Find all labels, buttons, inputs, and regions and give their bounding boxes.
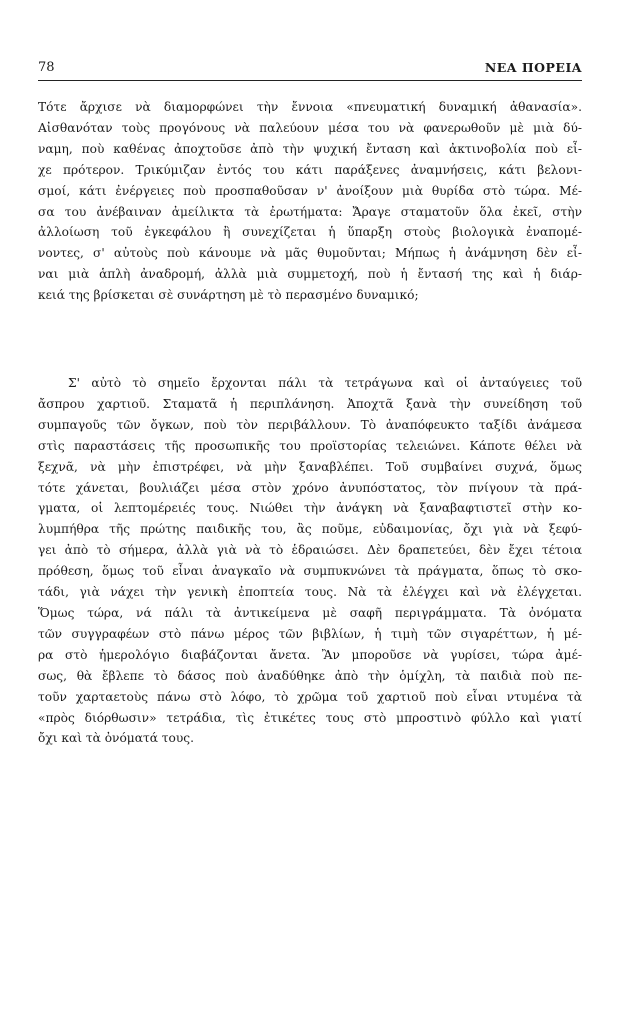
- text-line: Σ' αὐτὸ τὸ σημεῖο ἔρχονται πάλι τὰ τετράγωνα καὶ οἱ ἀνταύγειες τοῦ: [68, 376, 582, 390]
- text-line: ρα στὸ ἡμερολόγιο διαβάζονται ἄνετα. Ἂν μποροῦσε νὰ γυρίσει, τώρα ἀμέ-: [38, 647, 582, 662]
- text-line: τοῦν χαρταετοὺς πάνω στὸ λόφο, τὸ χρῶμα τοῦ χαρτιοῦ ποὺ εἶναι ντυμένα τὰ: [38, 689, 582, 704]
- text-line: γει ἀπὸ τὸ σήμερα, ἀλλὰ γιὰ νὰ τὸ ἑδραιώσει. Δὲν δραπετεύει, δὲν ἔχει τέτοια: [38, 543, 582, 558]
- text-line: κειά της βρίσκεται σὲ συνάρτηση μὲ τὸ περασμένο δυναμικό;: [38, 288, 419, 303]
- text-line: ναι μιὰ ἁπλὴ ἀναδρομή, ἀλλὰ μιὰ συμμετοχή, ποὺ ἡ ἔντασή της καὶ ἡ διάρ-: [38, 267, 582, 282]
- text-line: ὄχι καὶ τὰ ὀνόματά τους.: [38, 731, 194, 746]
- text-line: Ὅμως τώρα, νά πάλι τὰ ἀντικείμενα μὲ σαφῆ περιγράμματα. Τὰ ὀνόματα: [38, 605, 582, 620]
- text-line: «πρὸς διόρθωσιν» τετράδια, τὶς ἐτικέτες τους στὸ μπροστινὸ φύλλο καὶ γιατί: [38, 710, 582, 725]
- text-line: τότε χάνεται, βουλιάζει μέσα στὸν χρόνο ἀνυπόστατος, τὸν πνίγουν τὰ πρά-: [38, 480, 582, 495]
- text-line: ἀλλοίωση τοῦ ἐγκεφάλου ἢ συνεχίζεται ἡ ὕπαρξη στοὺς βιολογικὰ ἐναπομέ-: [38, 225, 582, 240]
- text-line: τάδι, γιὰ νάχει τὴν γενικὴ ἐποπτεία τους. Νὰ τὰ ἐλέγχει καὶ νὰ ἐλέγχεται.: [38, 585, 582, 600]
- paragraph-2: [38, 373, 582, 749]
- text-line: σα του ἀνέβαιναν ἀμείλικτα τὰ ἐρωτήματα: Ἄραγε σταματοῦν ὅλα ἐκεῖ, στὴν: [38, 204, 582, 219]
- text-line: τῶν συγγραφέων στὸ πάνω μέρος τῶν βιβλίων, ἡ τιμὴ τῶν σιγαρέττων, ἡ μέ-: [38, 626, 582, 641]
- page-number: 78: [38, 60, 55, 75]
- text-line: νοντες, σ' αὐτοὺς ποὺ κάνουμε νὰ μᾶς θυμοῦνται; Μήπως ἡ ἀνάμνηση δὲν εἶ-: [38, 246, 582, 261]
- journal-title: ΝΕΑ ΠΟΡΕΙΑ: [484, 60, 582, 75]
- text-line: πρόθεση, ὅμως τοῦ εἶναι ἀναγκαῖο νὰ συμπυκνώνει τὰ πράγματα, ὅπως τὸ σκο-: [38, 564, 582, 579]
- paragraph-1: [38, 97, 582, 306]
- text-line: χε πρότερον. Τρικύμιζαν ἐντός του κάτι παράξενες ἀναμνήσεις, κάτι βελονι-: [38, 162, 582, 177]
- text-line: ἄσπρου χαρτιοῦ. Σταματᾶ ἡ περιπλάνηση. Ἀποχτᾶ ξανὰ τὴν συνείδηση τοῦ: [38, 396, 582, 411]
- text-line: σως, θὰ ἔβλεπε τὸ δάσος ποὺ ἀναδύθηκε ἀπὸ τὴν ὁμίχλη, τὰ παιδιὰ ποὺ πε-: [38, 668, 582, 683]
- text-line: Τότε ἄρχισε νὰ διαμορφώνει τὴν ἔννοια «πνευματική δυναμική ἀθανασία».: [38, 100, 582, 114]
- text-line: γματα, οἱ λεπτομέρειές τους. Νιώθει τὴν ἀνάγκη νὰ ξαναβαφτιστεῖ στὴν κο-: [38, 501, 582, 516]
- text-line: ξεχνᾶ, νὰ μὴν ἐπιστρέφει, νὰ μὴν ξαναβλέπει. Τοῦ συμβαίνει συχνά, ὅμως: [38, 459, 582, 474]
- text-line: στὶς παραστάσεις τῆς προσωπικῆς του προϊστορίας τελειώνει. Κάποτε θέλει νὰ: [38, 438, 582, 453]
- text-line: Αἰσθανόταν τοὺς προγόνους νὰ παλεύουν μέσα του νὰ φανερωθοῦν μὲ μιὰ δύ-: [38, 120, 582, 135]
- text-line: ναμη, ποὺ καθένας ἀποχτοῦσε ἀπὸ τὴν ψυχική ἔνταση καὶ ἀκτινοβολία ποὺ εἶ-: [38, 141, 582, 156]
- text-line: συμπαγοῦς τῶν ὄγκων, ποὺ τὸν περιβάλλουν. Τὸ ἀναπόφευκτο ταξίδι ἀνάμεσα: [38, 417, 582, 432]
- running-header: [38, 58, 582, 81]
- text-line: σμοί, κάτι ἐνέργειες ποὺ προσπαθοῦσαν ν' ἀνοίξουν μιὰ θυρίδα στὸ τώρα. Μέ-: [38, 183, 582, 198]
- text-line: λυμπήθρα τῆς πρώτης παιδικῆς του, ἂς ποῦμε, εὐδαιμονίας, ὄχι γιὰ νὰ ξεφύ-: [38, 522, 582, 537]
